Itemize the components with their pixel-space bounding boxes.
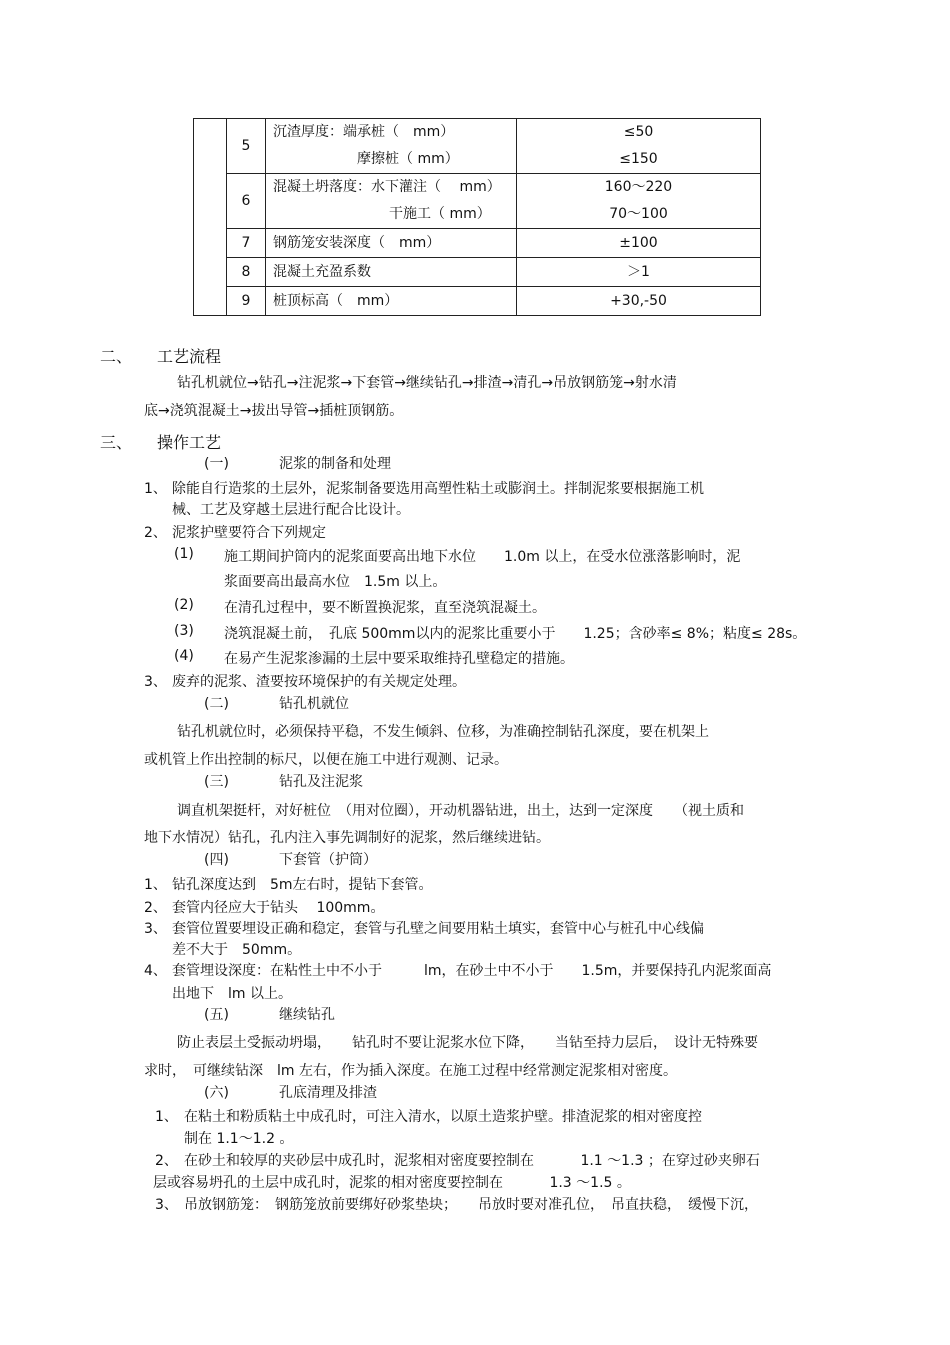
sublist-text: 在易产生泥浆渗漏的土层中要采取维持孔壁稳定的措施。 — [224, 651, 574, 667]
row-number: 5 — [227, 119, 266, 174]
value-line: ≤50 — [623, 124, 654, 140]
row-number: 7 — [227, 229, 266, 258]
list-text: 差不大于 50mm。 — [172, 942, 302, 958]
value-line: 70～100 — [609, 206, 668, 222]
subsection-number: (一) — [204, 456, 229, 472]
subsection-number: (三) — [204, 774, 229, 790]
list-text: 械、工艺及穿越土层进行配合比设计。 — [172, 502, 410, 518]
list-text: 除能自行造浆的土层外，泥浆制备要选用高塑性粘土或膨润土。拌制泥浆要根据施工机 — [172, 481, 704, 497]
section-title: 工艺流程 — [157, 347, 222, 366]
list-text: 出地下 lm 以上。 — [172, 986, 292, 1002]
list-text: 套管内径应大于钻头 100mm。 — [172, 900, 385, 916]
row-item — [266, 119, 517, 174]
list-text: 废弃的泥浆、渣要按环境保护的有关规定处理。 — [172, 674, 466, 690]
paragraph-line: 求时， 可继续钻深 lm 左右，作为插入深度。在施工过程中经常测定泥浆相对密度。 — [144, 1063, 677, 1079]
table-row — [194, 174, 761, 229]
subsection-number: (五) — [204, 1007, 229, 1023]
list-text: 钻孔深度达到 5m左右时，提钻下套管。 — [172, 877, 433, 893]
list-text: 吊放钢筋笼： 钢筋笼放前要绑好砂浆垫块； 吊放时要对准孔位， 吊直扶稳， 缓慢下沉， — [184, 1197, 758, 1213]
list-text: 制在 1.1～1.2 。 — [184, 1131, 294, 1147]
subsection-title: 钻孔及注泥浆 — [279, 774, 363, 790]
paragraph-line: 钻孔机就位时，必须保持平稳，不发生倾斜、位移，为准确控制钻孔深度，要在机架上 — [177, 724, 709, 740]
section-number: 三、 — [100, 433, 133, 452]
list-number: 4、 — [144, 963, 167, 979]
list-text: 套管埋设深度：在粘性土中不小于 lm，在砂土中不小于 1.5m，并要保持孔内泥浆面高 — [172, 963, 772, 979]
spec-table — [193, 118, 761, 316]
list-text: 套管位置要埋设正确和稳定，套管与孔壁之间要用粘土填实，套管中心与桩孔中心线偏 — [172, 921, 704, 937]
item-line: 混凝土坍落度：水下灌注（ mm） — [273, 179, 501, 195]
sublist-text: 施工期间护筒内的泥浆面要高出地下水位 1.0m 以上，在受水位涨落影响时，泥 — [224, 549, 741, 565]
row-item — [266, 174, 517, 229]
row-number: 9 — [227, 287, 266, 316]
sublist-text: 浇筑混凝土前， 孔底 500mm以内的泥浆比重要小于 1.25；含砂率≤ 8%；粘度≤ 28s。 — [224, 626, 807, 642]
paragraph-line: 钻孔机就位→钻孔→注泥浆→下套管→继续钻孔→排渣→清孔→吊放钢筋笼→射水清 — [177, 375, 677, 391]
list-number: 3、 — [144, 921, 167, 937]
list-number: 3、 — [155, 1197, 178, 1213]
sublist-number: (2) — [174, 597, 194, 613]
table-row — [194, 287, 761, 316]
sublist-text: 浆面要高出最高水位 1.5m 以上。 — [224, 574, 447, 590]
subsection-number: (二) — [204, 696, 229, 712]
paragraph-line: 或机管上作出控制的标尺，以便在施工中进行观测、记录。 — [144, 752, 508, 768]
row-value: +30,-50 — [517, 287, 761, 316]
list-number: 1、 — [155, 1109, 178, 1125]
subsection-number: (四) — [204, 852, 229, 868]
row-number: 8 — [227, 258, 266, 287]
section-number: 二、 — [100, 347, 133, 366]
list-text: 层或容易坍孔的土层中成孔时，泥浆的相对密度要控制在 1.3 ～1.5 。 — [153, 1175, 631, 1191]
subsection-title: 继续钻孔 — [279, 1007, 335, 1023]
row-value — [517, 119, 761, 174]
item-line: 干施工（ mm） — [389, 206, 491, 222]
sublist-text: 在清孔过程中，要不断置换泥浆，直至浇筑混凝土。 — [224, 600, 546, 616]
subsection-number: (六) — [204, 1085, 229, 1101]
list-number: 2、 — [144, 525, 167, 541]
value-line: 160～220 — [604, 179, 673, 195]
table-group-cell — [194, 119, 227, 316]
subsection-title: 泥浆的制备和处理 — [279, 456, 391, 472]
paragraph-line: 地下水情况）钻孔，孔内注入事先调制好的泥浆，然后继续进钻。 — [144, 830, 550, 846]
row-item: 桩顶标高（ mm） — [266, 287, 517, 316]
section-title: 操作工艺 — [157, 433, 222, 452]
item-line: 摩擦桩（ mm） — [357, 151, 459, 167]
paragraph-line: 调直机架挺杆，对好桩位 （用对位圈），开动机器钻进，出土，达到一定深度 （视土质和 — [177, 803, 744, 819]
list-text: 在粘土和粉质粘土中成孔时，可注入清水，以原土造浆护壁。排渣泥浆的相对密度控 — [184, 1109, 702, 1125]
subsection-title: 孔底清理及排渣 — [279, 1085, 377, 1101]
list-number: 2、 — [144, 900, 167, 916]
row-value: ±100 — [517, 229, 761, 258]
table-row — [194, 258, 761, 287]
paragraph-line: 防止表层土受振动坍塌， 钻孔时不要让泥浆水位下降， 当钻至持力层后， 设计无特殊要 — [177, 1035, 758, 1051]
sublist-number: (4) — [174, 648, 194, 664]
list-text: 泥浆护壁要符合下列规定 — [172, 525, 326, 541]
subsection-title: 钻孔机就位 — [279, 696, 349, 712]
paragraph-line: 底→浇筑混凝土→拔出导管→插桩顶钢筋。 — [144, 403, 404, 419]
list-number: 1、 — [144, 481, 167, 497]
value-line: ≤150 — [619, 151, 658, 167]
list-number: 2、 — [155, 1153, 178, 1169]
row-item: 混凝土充盈系数 — [266, 258, 517, 287]
subsection-title: 下套管（护筒） — [279, 852, 377, 868]
row-number: 6 — [227, 174, 266, 229]
list-number: 1、 — [144, 877, 167, 893]
sublist-number: (1) — [174, 546, 194, 562]
item-line: 沉渣厚度：端承桩（ mm） — [273, 124, 455, 140]
row-value — [517, 174, 761, 229]
table-row — [194, 229, 761, 258]
table-row — [194, 119, 761, 174]
list-number: 3、 — [144, 674, 167, 690]
sublist-number: (3) — [174, 623, 194, 639]
list-text: 在砂土和较厚的夹砂层中成孔时，泥浆相对密度要控制在 1.1 ～1.3 ；在穿过砂夹卵石 — [184, 1153, 760, 1169]
row-value: ＞1 — [517, 258, 761, 287]
row-item: 钢筋笼安装深度（ mm） — [266, 229, 517, 258]
